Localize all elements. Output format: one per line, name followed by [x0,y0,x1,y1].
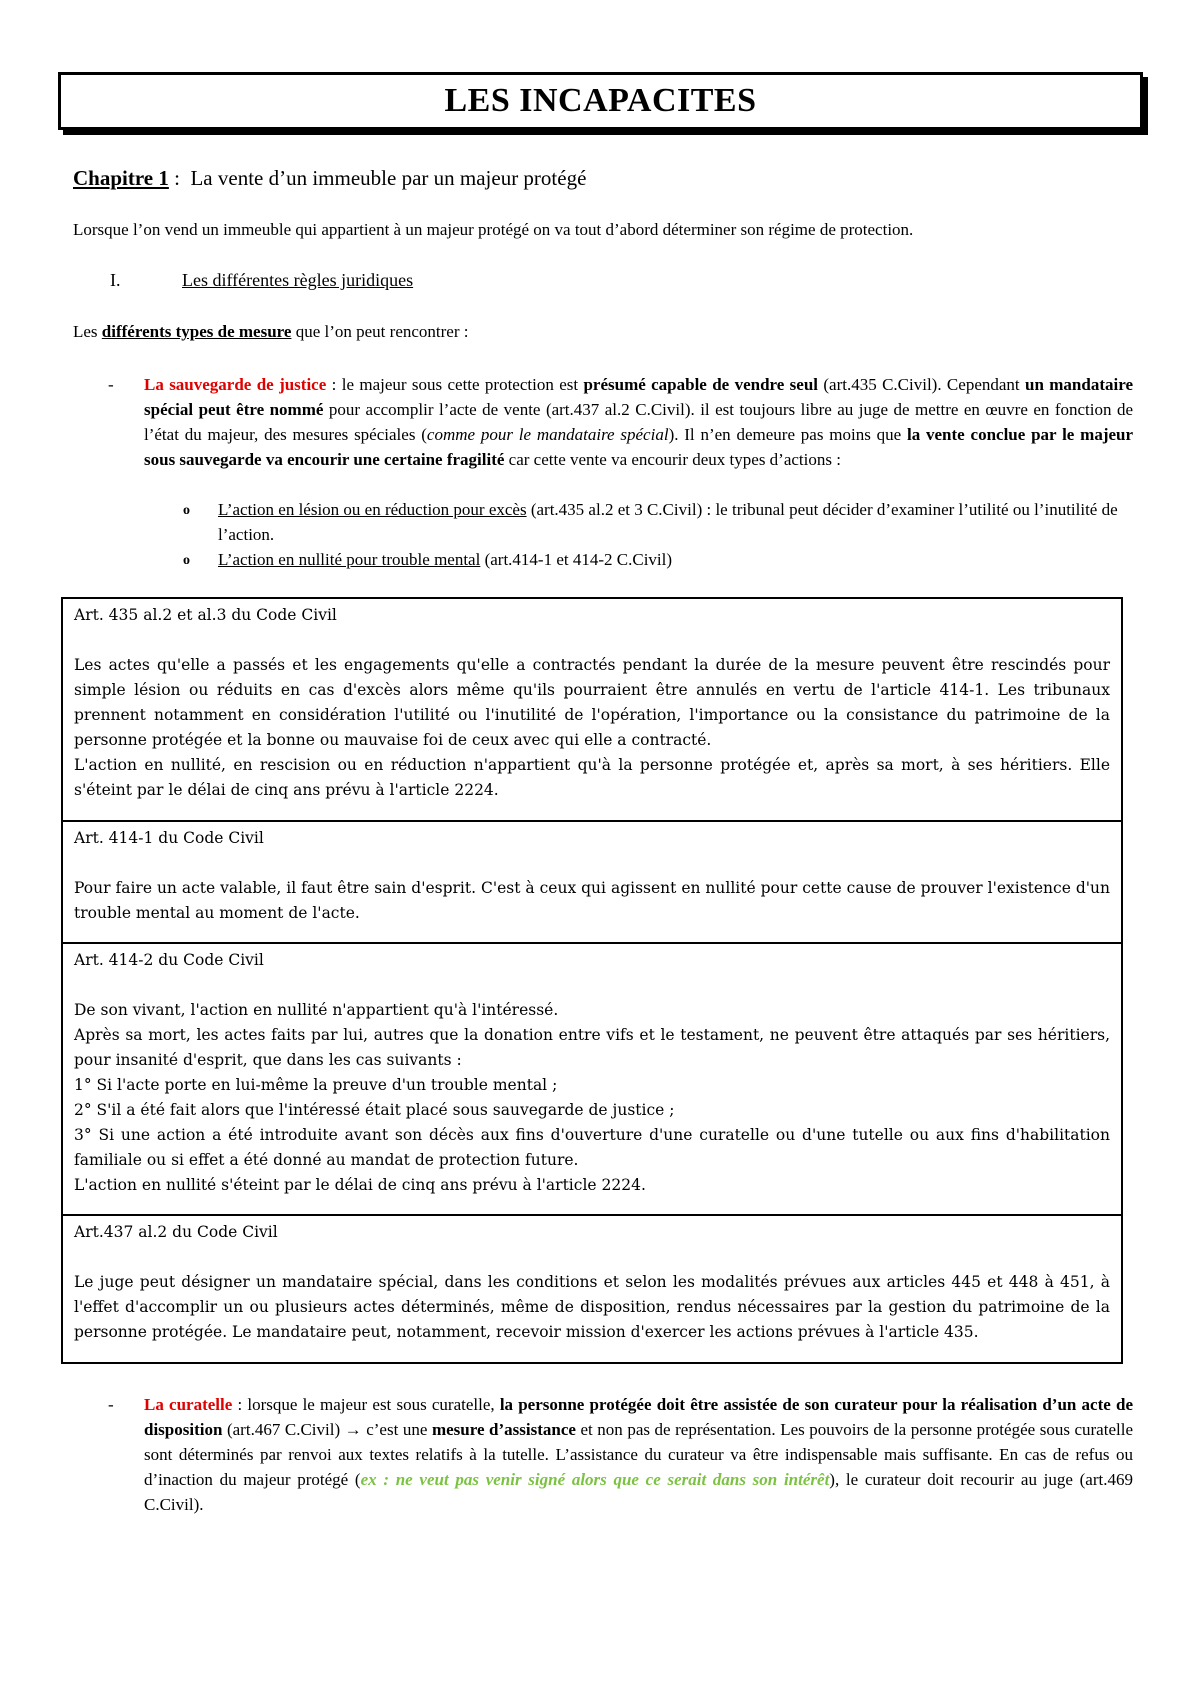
chapter-label: Chapitre 1 [73,166,169,190]
law-paragraph: Le juge peut désigner un mandataire spécial, dans les conditions et selon les modalités prévues aux articles 445 et 448 à 451, à l'effet d'accomplir un ou plusieurs actes déterminés, même de disposition, rendus nécessaires par la gestion du patrimoine de la personne protégée. Le mandataire peut, notamment, recevoir mission d'exercer les actions prévues à l'article 435. [74,1273,1110,1341]
law-article-435 [63,599,1121,820]
text-run: ), le curateur doit recourir au juge (art.469 C.Civil). [144,1470,1133,1514]
text-run: (art.467 C.Civil) [222,1420,345,1439]
title-box [58,72,1143,130]
law-article-437 [63,1214,1121,1362]
sub-bullet-text [218,497,1133,547]
example-run: ex : ne veut pas venir signé alors que ce serait dans son intérêt [360,1470,830,1489]
bullet-dash: - [108,375,114,394]
law-paragraph: L'action en nullité s'éteint par le délai de cinq ans prévu à l'article 2224. [74,1176,646,1194]
intro-paragraph: Lorsque l’on vend un immeuble qui appartient à un majeur protégé on va tout d’abord déterminer son régime de protection. [73,220,914,239]
law-paragraph: Pour faire un acte valable, il faut être sain d'esprit. C'est à ceux qui agissent en nullité pour cette cause de prouver l'existence d'un trouble mental au moment de l'acte. [74,879,1110,922]
law-paragraph: 2° S'il a été fait alors que l'intéressé était placé sous sauvegarde de justice ; [74,1101,675,1119]
law-paragraph: Après sa mort, les actes faits par lui, autres que la donation entre vifs et le testament, ne peuvent être attaqués par ses héritiers, pour insanité d'esprit, que dans les cas suivants : [74,1026,1110,1069]
law-article-heading: Art. 414-2 du Code Civil [74,951,264,969]
underlined-run: L’action en nullité pour trouble mental [218,550,481,569]
law-paragraph: L'action en nullité, en rescision ou en réduction n'appartient qu'à la personne protégée et, après sa mort, à ses héritiers. Elle s'éteint par le délai de cinq ans prévu à l'article 2224. [74,756,1110,799]
law-article-414-1 [63,820,1121,942]
text-run: et non pas de représentation. Les pouvoirs de la personne protégée sous curatelle sont déterminés par renvoi aux textes relatifs à la tutelle. L’assistance du curateur va être indispensable mais suffisante. En cas de refus ou d’inaction du majeur protégé ( [144,1420,1133,1489]
section-heading [110,270,413,291]
curatelle-label: La curatelle [144,1395,233,1414]
text-run: (art.414-1 et 414-2 C.Civil) [480,550,673,569]
sub-bullet-marker: o [183,503,190,518]
text-run: ). Il n’en demeure pas moins que [668,425,907,444]
law-paragraph: De son vivant, l'action en nullité n'appartient qu'à l'intéressé. [74,1001,559,1019]
bullet-sauvegarde-text [144,372,1133,472]
types-line [73,322,468,342]
law-paragraph: 3° Si une action a été introduite avant son décès aux fins d'ouverture d'une curatelle ou d'une tutelle ou aux fins d'habilitation familiale ou si effet a été donné au mandat de protection future. [74,1126,1110,1169]
bullet-curatelle [108,1392,1133,1517]
text-run: (art.435 C.Civil). Cependant [818,375,1025,394]
bullet-dash: - [108,1395,114,1414]
text-run: (art.435 al.2 et 3 C.Civil) : le tribunal peut décider d’examiner l’utilité ou l’inutilité de l’action. [218,500,1118,544]
bold-run: présumé capable de vendre seul [583,375,819,394]
chapter-title: La vente d’un immeuble par un majeur protégé [190,166,587,190]
chapter-separator: : [168,166,180,190]
arrow-right-icon: → [344,1420,362,1439]
text-run: : le majeur sous cette protection est [326,375,584,394]
text-run: c’est une [361,1420,432,1439]
text-run: : lorsque le majeur est sous curatelle, [232,1395,500,1414]
italic-run: comme pour le mandataire spécial [426,425,669,444]
types-bold: différents types de mesure [101,322,292,341]
law-articles-table [61,597,1123,1364]
section-number: I. [110,270,121,290]
types-post: que l’on peut rencontrer : [291,322,469,341]
law-article-414-2 [63,942,1121,1214]
bullet-curatelle-text [144,1392,1133,1517]
law-paragraph: Les actes qu'elle a passés et les engagements qu'elle a contractés pendant la durée de la mesure peuvent être rescindés pour simple lésion ou réduits en cas d'excès alors même qu'ils pourraient être annulés en vertu de l'article 414-1. Les tribunaux prennent notamment en considération l'utilité ou l'inutilité de l'opération, l'importance ou la consistance du patrimoine de la personne protégée et la bonne ou mauvaise foi de ceux avec qui elle a contracté. [74,656,1110,749]
law-article-heading: Art. 435 al.2 et al.3 du Code Civil [74,606,337,624]
page-title: LES INCAPACITES [444,82,757,119]
bold-run: mesure d’assistance [431,1420,576,1439]
bold-run: la personne protégée doit être assistée de son curateur pour la réalisation d’un acte de disposition [144,1395,1133,1439]
bold-run: la vente conclue par le majeur sous sauvegarde va encourir une certaine fragilité [144,425,1134,469]
sauvegarde-label: La sauvegarde de justice [144,375,327,394]
bullet-sauvegarde [108,372,1133,472]
law-article-heading: Art.437 al.2 du Code Civil [74,1223,278,1241]
sub-bullet-marker: o [183,553,190,568]
law-paragraph: 1° Si l'acte porte en lui-même la preuve d'un trouble mental ; [74,1076,558,1094]
law-article-heading: Art. 414-1 du Code Civil [74,829,264,847]
text-run: car cette vente va encourir deux types d’actions : [504,450,841,469]
sub-bullet-text [218,547,1133,572]
underlined-run: L’action en lésion ou en réduction pour excès [218,500,527,519]
text-run: pour accomplir l’acte de vente (art.437 al.2 C.Civil). il est toujours libre au juge de mettre en œuvre en fonction de l’état du majeur, des mesures spéciales ( [144,400,1134,444]
types-pre: Les [73,322,102,341]
sub-bullet-nullite [183,547,1133,572]
section-title: Les différentes règles juridiques [182,270,414,290]
sub-bullet-lesion [183,497,1133,547]
bold-run: un mandataire spécial peut être nommé [144,375,1134,419]
chapter-heading [73,166,586,191]
